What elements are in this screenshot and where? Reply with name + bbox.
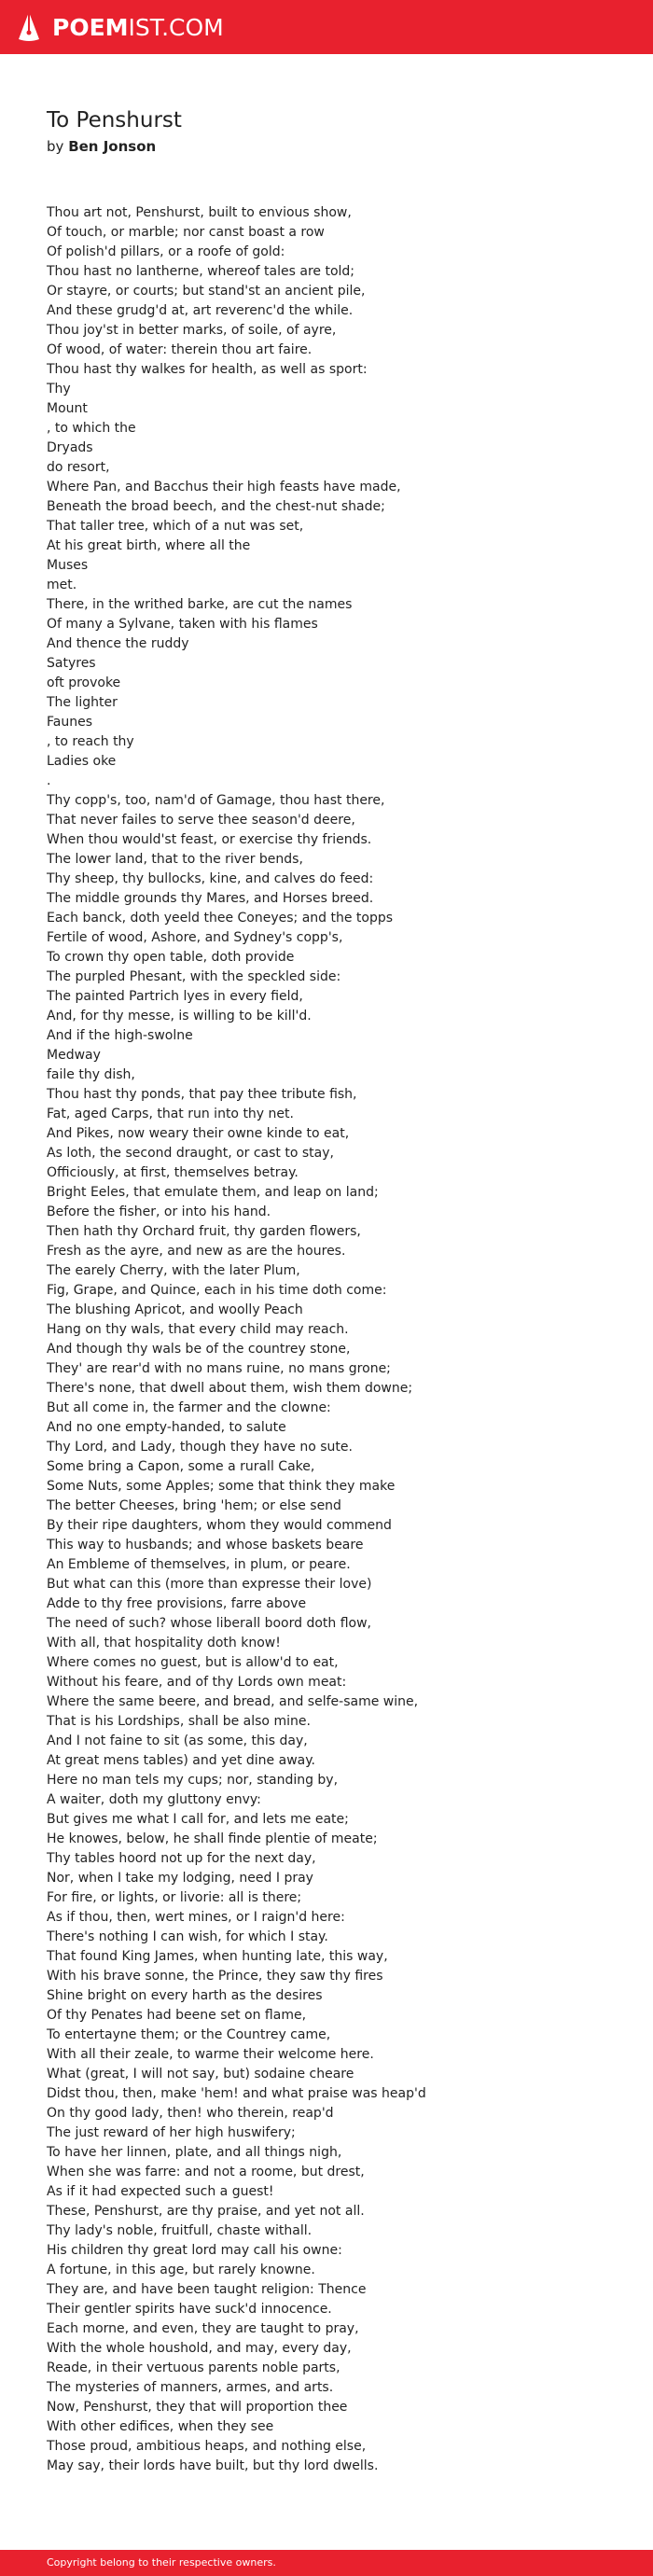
poem-line: Thy tables hoord not up for the next day, bbox=[47, 1851, 316, 1866]
poem-line: Shine bright on every harth as the desires bbox=[47, 1988, 323, 2003]
poem-line: An Embleme of themselves, in plum, or peare. bbox=[47, 1557, 351, 1572]
poem-line: Bright Eeles, that emulate them, and leap on land; bbox=[47, 1185, 379, 1200]
poem-line: Thy copp's, too, nam'd of Gamage, thou hast there, bbox=[47, 793, 385, 808]
poem-line: But all come in, the farmer and the clowne: bbox=[47, 1400, 331, 1415]
poem-line: To have her linnen, plate, and all things nigh, bbox=[47, 2145, 342, 2160]
poem-line: These, Penshurst, are thy praise, and yet not all. bbox=[47, 2204, 365, 2219]
poem-line: Fig, Grape, and Quince, each in his time doth come: bbox=[47, 1283, 387, 1298]
poem-line: And, for thy messe, is willing to be kill'd. bbox=[47, 1009, 312, 1023]
poem-line: The need of such? whose liberall boord doth flow, bbox=[47, 1616, 371, 1631]
poem-line: Officiously, at first, themselves betray. bbox=[47, 1165, 299, 1180]
poem-line: The purpled Phesant, with the speckled side: bbox=[47, 969, 341, 984]
poem-line: Adde to thy free provisions, farre above bbox=[47, 1596, 307, 1611]
poem-line: Nor, when I take my lodging, need I pray bbox=[47, 1871, 313, 1886]
poem-line: The painted Partrich lyes in every field, bbox=[47, 989, 303, 1004]
poem-line: There's none, that dwell about them, wish them downe; bbox=[47, 1381, 413, 1396]
poem-line: That never failes to serve thee season'd deere, bbox=[47, 813, 355, 828]
poem-line: A waiter, doth my gluttony envy: bbox=[47, 1792, 261, 1807]
poem-line: The just reward of her high huswifery; bbox=[47, 2125, 296, 2140]
poem-line: The middle grounds thy Mares, and Horses breed. bbox=[47, 891, 374, 906]
poem-line: Where comes no guest, but is allow'd to eat, bbox=[47, 1655, 339, 1670]
poem-line: Thou joy'st in better marks, of soile, of ayre, bbox=[47, 323, 337, 338]
poem-line: Beneath the broad beech, and the chest-nut shade; bbox=[47, 499, 385, 514]
poem-line: This way to husbands; and whose baskets beare bbox=[47, 1538, 364, 1553]
poem-line: That found King James, when hunting late, this way, bbox=[47, 1949, 388, 1964]
poem-title: To Penshurst bbox=[47, 108, 182, 132]
poem-line: When thou would'st feast, or exercise thy friends. bbox=[47, 832, 372, 847]
by-label: by bbox=[47, 138, 64, 155]
poem-line: He knowes, below, he shall finde plentie of meate; bbox=[47, 1831, 378, 1846]
poem-line: Here no man tels my cups; nor, standing by, bbox=[47, 1773, 339, 1788]
poem-line: do resort, bbox=[47, 460, 110, 475]
poem-line: Fresh as the ayre, and new as are the houres. bbox=[47, 1244, 346, 1259]
poem-line: Each morne, and even, they are taught to pray, bbox=[47, 2321, 359, 2336]
poem-line: Their gentler spirits have suck'd innocence. bbox=[47, 2302, 332, 2317]
poem-line: met. bbox=[47, 578, 77, 592]
poem-line: As if it had expected such a guest! bbox=[47, 2184, 274, 2199]
poem-line: And Pikes, now weary their owne kinde to eat, bbox=[47, 1126, 350, 1141]
footer-bar bbox=[0, 2550, 653, 2576]
poem-line: And no one empty-handed, to salute bbox=[47, 1420, 286, 1435]
poem-line: Then hath thy Orchard fruit, thy garden flowers, bbox=[47, 1224, 361, 1239]
poem-line: Where the same beere, and bread, and selfe-same wine, bbox=[47, 1694, 419, 1709]
poem-line: Where Pan, and Bacchus their high feasts have made, bbox=[47, 480, 401, 494]
poem-line: They' are rear'd with no mans ruine, no mans grone; bbox=[47, 1361, 391, 1376]
poem-line: That taller tree, which of a nut was set, bbox=[47, 519, 304, 534]
poem-line: Or stayre, or courts; but stand'st an ancient pile, bbox=[47, 284, 366, 299]
poem-line: Muses bbox=[47, 558, 89, 573]
poem-line: The lower land, that to the river bends, bbox=[47, 852, 303, 867]
poem-line: With the whole houshold, and may, every day, bbox=[47, 2341, 352, 2356]
poem-line: To crown thy open table, doth provide bbox=[47, 950, 295, 965]
poem-line: What (great, I will not say, but) sodaine cheare bbox=[47, 2067, 354, 2082]
poem-line: Thou hast thy walkes for health, as well as sport: bbox=[47, 362, 368, 377]
poem-line: Thou hast no lantherne, whereof tales are told; bbox=[47, 264, 354, 279]
poem-line: But gives me what I call for, and lets me eate; bbox=[47, 1812, 349, 1827]
poem-line: Before the fisher, or into his hand. bbox=[47, 1204, 271, 1219]
site-logo-text: POEMIST.COM bbox=[52, 13, 224, 41]
poem-line: A fortune, in this age, but rarely knowne. bbox=[47, 2263, 315, 2277]
poem-line: Now, Penshurst, they that will proportion thee bbox=[47, 2400, 348, 2415]
poem-line: That is his Lordships, shall be also mine. bbox=[47, 1714, 311, 1729]
poem-line: Of touch, or marble; nor canst boast a row bbox=[47, 225, 325, 240]
poem-line: Thy sheep, thy bullocks, kine, and calves do feed: bbox=[47, 871, 374, 886]
poem-line: And if the high-swolne bbox=[47, 1028, 193, 1043]
poem-line: With all, that hospitality doth know! bbox=[47, 1636, 281, 1650]
poem-line: His children thy great lord may call his owne: bbox=[47, 2243, 342, 2258]
poem-line: Each banck, doth yeeld thee Coneyes; and the topps bbox=[47, 911, 394, 926]
poem-line: Fertile of wood, Ashore, and Sydney's copp's, bbox=[47, 930, 343, 945]
poem-line: Faunes bbox=[47, 715, 92, 730]
copyright-text: Copyright belong to their respective owners. bbox=[47, 2556, 276, 2569]
poem-line: Thou hast thy ponds, that pay thee tribute fish, bbox=[47, 1087, 357, 1102]
poem-line: Thou art not, Penshurst, built to envious show, bbox=[47, 205, 352, 220]
poem-line: Thy Lord, and Lady, though they have no sute. bbox=[47, 1440, 353, 1455]
pen-nib-icon bbox=[17, 11, 41, 43]
poem-line: With other edifices, when they see bbox=[47, 2419, 274, 2434]
poem-line: Satyres bbox=[47, 656, 96, 671]
poem-line: oft provoke bbox=[47, 675, 121, 690]
poem-line: Mount bbox=[47, 401, 88, 416]
poem-line: The mysteries of manners, armes, and arts. bbox=[47, 2380, 334, 2395]
poem-line: , to which the bbox=[47, 421, 136, 436]
poem-line: Of polish'd pillars, or a roofe of gold: bbox=[47, 244, 285, 259]
author-link[interactable]: Ben Jonson bbox=[68, 138, 157, 155]
poem-line: Reade, in their vertuous parents noble parts, bbox=[47, 2360, 340, 2375]
top-bar bbox=[0, 0, 653, 54]
poem-line: The lighter bbox=[47, 695, 118, 710]
poem-line: To entertayne them; or the Countrey came, bbox=[47, 2027, 331, 2042]
poem-line: At great mens tables) and yet dine away. bbox=[47, 1753, 315, 1768]
poem-line: Didst thou, then, make 'hem! and what praise was heap'd bbox=[47, 2086, 426, 2101]
poem-body bbox=[47, 203, 606, 2476]
poem-line: Ladies oke bbox=[47, 754, 117, 769]
poem-line: With all their zeale, to warme their welcome here. bbox=[47, 2047, 374, 2062]
poem-line: For fire, or lights, or livorie: all is there; bbox=[47, 1890, 302, 1905]
poem-line: And though thy wals be of the countrey stone, bbox=[47, 1342, 351, 1357]
poem-line: Some Nuts, some Apples; some that think they make bbox=[47, 1479, 396, 1494]
poem-line: Hang on thy wals, that every child may reach. bbox=[47, 1322, 349, 1337]
poem-line: . bbox=[47, 773, 51, 788]
poem-line: As if thou, then, wert mines, or I raign'd here: bbox=[47, 1910, 345, 1925]
poem-line: The earely Cherry, with the later Plum, bbox=[47, 1263, 300, 1278]
poem-line: Of many a Sylvane, taken with his flames bbox=[47, 617, 318, 632]
poem-line: But what can this (more than expresse their love) bbox=[47, 1577, 372, 1592]
poem-line: Those proud, ambitious heaps, and nothing else, bbox=[47, 2439, 367, 2454]
poem-line: With his brave sonne, the Prince, they saw thy fires bbox=[47, 1969, 383, 1984]
poem-line: Fat, aged Carps, that run into thy net. bbox=[47, 1107, 294, 1121]
poem-line: On thy good lady, then! who therein, reap'd bbox=[47, 2106, 334, 2121]
poem-line: Medway bbox=[47, 1048, 101, 1063]
poem-line: And thence the ruddy bbox=[47, 636, 189, 651]
poem-line: Thy bbox=[47, 382, 71, 397]
poem-line: Without his feare, and of thy Lords own meat: bbox=[47, 1675, 347, 1690]
poem-line: When she was farre: and not a roome, but drest, bbox=[47, 2165, 365, 2179]
poem-byline bbox=[47, 138, 156, 155]
poem-line: At his great birth, where all the bbox=[47, 538, 251, 553]
poem-line: As loth, the second draught, or cast to stay, bbox=[47, 1146, 334, 1161]
poem-line: Of thy Penates had beene set on flame, bbox=[47, 2008, 307, 2023]
poem-line: Some bring a Capon, some a rurall Cake, bbox=[47, 1459, 315, 1474]
poem-line: The blushing Apricot, and woolly Peach bbox=[47, 1302, 303, 1317]
poem-line: Of wood, of water: therein thou art faire. bbox=[47, 342, 313, 357]
poem-line: By their ripe daughters, whom they would commend bbox=[47, 1518, 392, 1533]
poem-line: faile thy dish, bbox=[47, 1067, 135, 1082]
poem-line: , to reach thy bbox=[47, 734, 134, 749]
poem-line: The better Cheeses, bring 'hem; or else send bbox=[47, 1498, 341, 1513]
poem-line: And I not faine to sit (as some, this day, bbox=[47, 1734, 308, 1748]
poem-line: And these grudg'd at, art reverenc'd the while. bbox=[47, 303, 354, 318]
poem-line: May say, their lords have built, but thy lord dwells. bbox=[47, 2458, 379, 2473]
poem-line: Thy lady's noble, fruitfull, chaste withall. bbox=[47, 2223, 313, 2238]
poem-line: There's nothing I can wish, for which I stay. bbox=[47, 1929, 328, 1944]
poem-line: There, in the writhed barke, are cut the names bbox=[47, 597, 353, 612]
poem-line: They are, and have been taught religion: Thence bbox=[47, 2282, 367, 2297]
poem-line: Dryads bbox=[47, 440, 93, 455]
site-logo-link[interactable] bbox=[17, 11, 224, 43]
